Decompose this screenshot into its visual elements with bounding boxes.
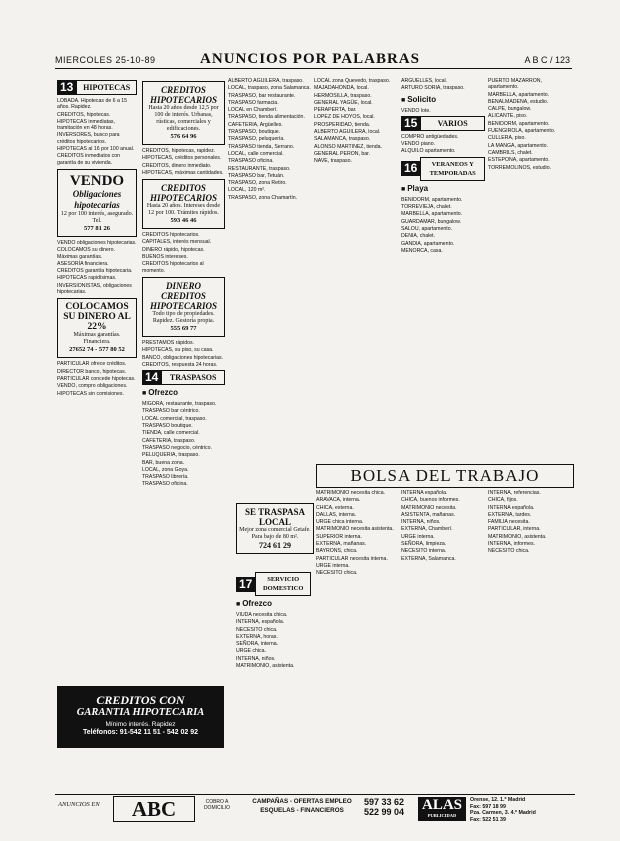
classified-ad: ALBERTO AGUILERA, traspaso. bbox=[228, 78, 304, 84]
classified-ad: VIUDA necesita chica. bbox=[236, 612, 288, 618]
classified-ad: HIPOTECAS, créditos personales. bbox=[142, 155, 222, 162]
footer-phones bbox=[364, 797, 404, 817]
classified-ad: COMPRO antigüedades. bbox=[401, 133, 459, 140]
classified-ad: TRASPASO, bar restaurante. bbox=[228, 92, 296, 99]
classified-ad: TRASPASO bar, Tetuán. bbox=[228, 172, 285, 179]
classified-ad: EXTERNA, Chamberí. bbox=[401, 526, 453, 533]
classified-ad: INTERNA española. bbox=[401, 490, 448, 496]
box-title: CREDITOS HIPOTECARIOS bbox=[149, 85, 218, 105]
classified-ad: INTERNA, niños. bbox=[236, 655, 276, 662]
column-3-lower bbox=[236, 570, 311, 750]
classified-ad: MATRIMONIO, asistenta. bbox=[236, 663, 295, 670]
column-2 bbox=[142, 78, 225, 768]
footer-anuncios-en: ANUNCIOS EN bbox=[58, 801, 100, 808]
box-body: Mejor zona comercial Getafe. Para bajo de 80 m². bbox=[239, 527, 311, 540]
classified-ad: PRESTAMOS rápidos. bbox=[142, 339, 195, 346]
classified-ad: TRASPASO boutique. bbox=[142, 423, 193, 430]
vendo-box bbox=[57, 169, 137, 237]
section-name: SERVICIO DOMESTICO bbox=[255, 572, 311, 596]
footer-esquelas-line: ESQUELAS - FINANCIEROS bbox=[260, 807, 344, 814]
classified-ad: CALPE, bungalow. bbox=[488, 106, 532, 113]
classified-ad: ARAVACA, interna. bbox=[316, 497, 361, 504]
section-name: TRASPASOS bbox=[161, 370, 225, 385]
classified-ad: HIPOTECAS, máximas cantidades. bbox=[142, 169, 224, 176]
classified-ad: SEÑORA, interna. bbox=[236, 641, 279, 648]
section-number: 15 bbox=[401, 116, 420, 131]
classified-ad: BANCO, obligaciones hipotecarias. bbox=[142, 354, 224, 361]
classified-ad: GENERAL YAGÜE, local. bbox=[314, 99, 373, 106]
dinero-box bbox=[142, 277, 225, 337]
classified-ad: TRASPASO, peluquería. bbox=[228, 136, 285, 143]
section-servicio bbox=[236, 572, 311, 596]
creditos-hipotecarios-box-1 bbox=[142, 81, 225, 145]
classified-ad: ESTEPONA, apartamento. bbox=[488, 157, 550, 164]
section-traspasos bbox=[142, 370, 225, 385]
box-body: Todo tipo de propiedades. Rapidez. Gestoría propia. bbox=[152, 310, 215, 324]
section-name: VERANEOS Y TEMPORADAS bbox=[420, 157, 485, 181]
classified-ad: INTERNA, referencias. bbox=[488, 490, 541, 496]
classified-ad: NECESITO chica. bbox=[316, 570, 358, 577]
classified-ad: CAFETERIA, Argüelles. bbox=[228, 121, 283, 128]
classified-ad: PARTICULAR ofrece créditos. bbox=[57, 361, 127, 368]
classified-ad: PARTICULAR necesita interna. bbox=[316, 555, 388, 562]
classified-ad: MENORCA, casa. bbox=[401, 247, 443, 254]
vendo-body: 12 por 100 interés, asegurado. Tel. bbox=[60, 210, 134, 224]
subhead-ofrezco: ■ Ofrezco bbox=[236, 599, 311, 609]
classified-ad: TRASPASO farmacia. bbox=[228, 99, 279, 106]
classified-ad: SEÑORA, limpieza. bbox=[401, 541, 447, 548]
classified-ad: MARBELLA, apartamento. bbox=[488, 91, 550, 98]
classified-ad: CREDITOS, dinero inmediato. bbox=[142, 162, 212, 169]
box-title: SE TRASPASA LOCAL bbox=[245, 507, 305, 527]
bolsa-column-3 bbox=[488, 490, 572, 726]
classified-ad: LOPEZ DE HOYOS, local. bbox=[314, 114, 375, 121]
footer-campanas bbox=[242, 797, 362, 815]
classified-ad: TRASPASO bar céntrico. bbox=[142, 408, 200, 415]
classified-ad: DALLAS, interna. bbox=[316, 511, 357, 518]
classified-ad: VENDO, compro obligaciones. bbox=[57, 383, 128, 390]
classified-ad: CREDITOS hipotecarios al momento. bbox=[142, 261, 204, 274]
classified-ad: PERAPERTA, bar. bbox=[314, 107, 357, 114]
header-rule bbox=[55, 68, 572, 69]
alas-logo bbox=[418, 797, 466, 821]
classified-ad: BUENOS intereses. bbox=[142, 254, 188, 261]
section-varios bbox=[401, 116, 485, 131]
classified-ad: TRASPASO, tienda alimentación. bbox=[228, 114, 305, 121]
section-hipotecas bbox=[57, 80, 137, 95]
classified-ad: CREDITOS, hipotecas, rapidez. bbox=[142, 148, 216, 154]
alas-name: ALAS bbox=[421, 797, 462, 813]
classified-ad: LA MANGA, apartamento. bbox=[488, 142, 548, 149]
bolsa-column-2 bbox=[401, 490, 485, 726]
classified-ad: URGE chica. bbox=[236, 648, 266, 655]
classified-ad: TRASPASO oficina. bbox=[228, 158, 274, 165]
classified-ad: CREDITOS inmediatos con garantía de su vivienda. bbox=[57, 153, 121, 166]
classified-ad: FAMILIA necesita. bbox=[488, 519, 530, 526]
classified-ad: EXTERNA, mañanas. bbox=[316, 541, 367, 548]
classified-ad: HIPOTECAS sin comisiones. bbox=[57, 390, 124, 397]
classified-ad: CAFETERIA, traspaso. bbox=[142, 437, 196, 444]
classified-ad: TIENDA, calle comercial. bbox=[142, 430, 200, 437]
box-body: Hasta 20 años desde 12,5 por 100 de interés. Urbanas, rústicas, comerciales y edificaciones. bbox=[148, 105, 219, 132]
classified-ad: PARTICULAR concede hipotecas. bbox=[57, 375, 136, 382]
classified-ad: LOCAL, zona Goya. bbox=[142, 466, 189, 473]
section-number: 13 bbox=[57, 80, 76, 95]
classified-ad: PARTICULAR, interna. bbox=[488, 526, 541, 533]
box-phone: 724 61 29 bbox=[259, 541, 291, 550]
classified-ad: TRASPASO tienda, Serrano. bbox=[228, 143, 295, 150]
classified-ad: TRASPASO librería. bbox=[142, 474, 189, 481]
issue-date: MIERCOLES 25-10-89 bbox=[55, 55, 156, 65]
classified-ad: INVERSORES, busco para créditos hipotecarios. bbox=[57, 132, 120, 145]
section-name: VARIOS bbox=[420, 116, 485, 131]
classified-ad: TRASPASO, boutique. bbox=[228, 129, 281, 136]
classified-ad: ALQUILO apartamento. bbox=[401, 148, 456, 155]
classified-ad: FUENGIROLA, apartamento. bbox=[488, 128, 556, 135]
classified-ad: INTERNA, niños. bbox=[401, 519, 441, 526]
footer-fax-2: Fax: 522 51 39 bbox=[470, 816, 506, 823]
classified-ad: INTERNA española. bbox=[488, 504, 535, 511]
classified-ad: HERMOSILLA, traspaso. bbox=[314, 92, 372, 99]
classified-ad: SUPERIOR interna. bbox=[316, 533, 362, 540]
bolsa-column-1 bbox=[316, 490, 398, 726]
classified-ad: TORREMOLINOS, estudio. bbox=[488, 164, 552, 171]
classified-ad: TORREVIEJA, chalet. bbox=[401, 204, 452, 211]
colocamos-phone: 27652 74 - 577 80 52 bbox=[69, 346, 125, 354]
classified-ad: CREDITOS hipotecarios. bbox=[142, 232, 200, 239]
classified-ad: CREDITOS, hipotecas. bbox=[57, 111, 111, 118]
classified-ad: MATRIMONIO, asistenta. bbox=[488, 533, 547, 540]
classified-ad: CREDITOS, respuesta 24 horas. bbox=[142, 361, 218, 368]
classified-ad: LOCAL, traspaso, zona Salamanca. bbox=[228, 85, 311, 92]
classified-ad: BAYRONS, chica. bbox=[316, 548, 358, 555]
classified-ad: CHICA, fijos. bbox=[488, 497, 518, 504]
classified-ad: DENIA, chalet. bbox=[401, 233, 436, 240]
classified-ad: GUARDAMAR, bungalow. bbox=[401, 218, 461, 225]
classified-ad: LOCAL en Chamberí. bbox=[228, 107, 278, 114]
classified-ad: CAMBRILS, chalet. bbox=[488, 149, 533, 156]
colocamos-body: Máximas garantías. Financiera. bbox=[73, 332, 121, 346]
classified-ad: LOCAL, 120 m². bbox=[228, 187, 266, 194]
classified-ad: INTERNA, informes. bbox=[488, 541, 535, 548]
classified-ad: EXTERNA, Salamanca. bbox=[401, 555, 456, 562]
column-5 bbox=[401, 78, 485, 468]
classified-ad: INVERSIONISTAS, obligaciones hipotecarias. bbox=[57, 282, 132, 296]
classified-ad: ARTURO SORIA, traspaso. bbox=[401, 85, 465, 92]
column-6 bbox=[488, 78, 572, 468]
classified-ad: VENDO obligaciones hipotecarias. bbox=[57, 239, 137, 246]
classified-ad: HIPOTECAS rapidísimas. bbox=[57, 275, 117, 282]
creditos-garantia-banner bbox=[57, 686, 224, 748]
classified-ad: DINERO rápido, hipotecas. bbox=[142, 246, 205, 253]
classified-ad: ASESORÍA financiera. bbox=[57, 260, 109, 267]
classified-ad: URGE chica interna. bbox=[316, 519, 364, 526]
classified-ad: ALONSO MARTINEZ, tienda. bbox=[314, 143, 382, 150]
section-veraneos bbox=[401, 157, 485, 181]
classified-ad: SALAMANCA, traspaso. bbox=[314, 136, 371, 143]
classified-ad: VENDO piano. bbox=[401, 141, 436, 148]
classified-ad: LOCAL comercial, traspaso. bbox=[142, 415, 207, 422]
banner-line-2: GARANTIA HIPOTECARIA bbox=[76, 707, 205, 718]
classified-ad: EXTERNA, horas. bbox=[236, 633, 278, 640]
classified-ad: NAVE, traspaso. bbox=[314, 158, 352, 165]
classified-ad: COLOCAMOS su dinero. Máximas garantías. bbox=[57, 247, 115, 260]
page-number: A B C / 123 bbox=[524, 55, 570, 65]
classified-ad: CHICA, buenos informes. bbox=[401, 497, 460, 504]
classified-ad: HIPOTECAS al 16 por 100 anual. bbox=[57, 146, 135, 153]
section-number: 17 bbox=[236, 577, 255, 592]
abc-logo: ABC bbox=[113, 796, 195, 822]
classified-ad: MATRIMONIO necesita asistenta. bbox=[316, 526, 394, 533]
classified-ad: CHICA, externa. bbox=[316, 504, 354, 511]
footer-phone-1: 597 33 62 bbox=[364, 797, 405, 807]
classified-ad: HIPOTECAS inmediatas, tramitación en 48 horas. bbox=[57, 118, 115, 132]
box-body: Hasta 20 años. Intereses desde 12 por 100. Trámites rápidos. bbox=[146, 203, 221, 217]
footer-campanas-line: CAMPAÑAS - OFERTAS EMPLEO bbox=[252, 798, 352, 805]
footer-addresses bbox=[470, 797, 575, 823]
classified-ad: HIPOTECAS, su piso, su casa. bbox=[142, 347, 214, 354]
se-traspasa-box bbox=[236, 503, 314, 554]
classified-ad: MARBELLA, apartamento. bbox=[401, 211, 463, 218]
classified-ad: BENIDORM, apartamento. bbox=[488, 120, 550, 127]
classified-ad: ARGUELLES, local. bbox=[401, 78, 448, 84]
banner-phones: Teléfonos: 91-542 11 51 - 542 02 92 bbox=[82, 729, 199, 736]
classified-ad: BENIDORM, apartamento. bbox=[401, 196, 463, 203]
banner-line-3: Mínimo interés. Rapidez bbox=[105, 721, 176, 728]
classified-ad: LOBADA. Hipotecas de 6 a 15 años. Rapidez. bbox=[57, 98, 128, 111]
classified-ad: ASISTENTA, mañanas. bbox=[401, 511, 456, 518]
footer-phone-2: 522 99 04 bbox=[364, 807, 405, 817]
classified-ad: CULLERA, piso. bbox=[488, 135, 526, 142]
classified-ad: PUERTO MAZARRON, apartamento. bbox=[488, 78, 542, 91]
alas-sub: PUBLICIDAD bbox=[427, 813, 457, 818]
classified-ad: RESTAURANTE, traspaso. bbox=[228, 165, 291, 172]
creditos-hipotecarios-box-2 bbox=[142, 179, 225, 229]
classified-ad: BENALMADENA, estudio. bbox=[488, 98, 549, 105]
classified-ad: NECESITO interna. bbox=[401, 548, 447, 555]
classified-ad: PROSPERIDAD, tienda. bbox=[314, 121, 371, 128]
colocamos-title: COLOCAMOS SU DINERO AL 22% bbox=[63, 302, 131, 333]
classified-ad: CAPITALES, interés mensual. bbox=[142, 239, 212, 246]
vendo-phone: 577 81 26 bbox=[84, 224, 110, 232]
classified-ad: EXTERNA, tardes. bbox=[488, 511, 532, 518]
classified-ad: PELUQUERIA, traspaso. bbox=[142, 452, 200, 459]
classified-ad: TRASPASO negocio, céntrico. bbox=[142, 444, 212, 451]
box-title: DINERO CREDITOS HIPOTECARIOS bbox=[149, 280, 218, 311]
footer-address-1: Orense, 12. 1.º Madrid bbox=[470, 797, 526, 803]
colocamos-box bbox=[57, 298, 137, 358]
classified-ad: TRASPASO, zona Chamartín. bbox=[228, 194, 298, 201]
classified-ad: GENERAL PERON, bar. bbox=[314, 150, 371, 157]
classified-ad: VENDO lote. bbox=[401, 107, 431, 114]
classified-ad: GANDIA, apartamento. bbox=[401, 240, 455, 247]
classified-ad: TRASPASO oficina. bbox=[142, 481, 188, 488]
vendo-sub: Obligaciones hipotecarias bbox=[72, 188, 122, 210]
bolsa-del-trabajo-heading: BOLSA DEL TRABAJO bbox=[316, 464, 574, 488]
footer-fax-1: Fax: 597 18 99 bbox=[470, 803, 506, 810]
column-1 bbox=[57, 78, 137, 686]
classified-ad: CREDITOS garantía hipotecaria. bbox=[57, 268, 133, 275]
classified-ad: ALICANTE, piso. bbox=[488, 113, 528, 120]
section-number: 14 bbox=[142, 370, 161, 385]
classified-ad: LOCAL, calle comercial. bbox=[228, 150, 284, 157]
classified-ad: ALBERTO AGUILERA, local. bbox=[314, 129, 381, 136]
footer-address-2: Pza. Carmen, 3. 4.º Madrid bbox=[470, 810, 536, 816]
page-title: ANUNCIOS POR PALABRAS bbox=[200, 51, 420, 67]
box-phone: 593 46 46 bbox=[170, 217, 197, 225]
subhead-ofrezco: ■ Ofrezco bbox=[142, 388, 225, 398]
box-phone: 555 69 77 bbox=[170, 324, 197, 332]
classified-ad: TRASPASO, zona Retiro. bbox=[228, 180, 287, 187]
classified-ad: SALOU, apartamento. bbox=[401, 225, 453, 232]
box-phone: 576 64 96 bbox=[170, 133, 197, 140]
section-name: HIPOTECAS bbox=[76, 80, 137, 95]
classified-ad: DIRECTOR banco, hipotecas. bbox=[57, 368, 127, 375]
box-title: CREDITOS HIPOTECARIOS bbox=[149, 183, 218, 204]
classified-ad: NECESITO chica. bbox=[488, 548, 530, 555]
column-4 bbox=[314, 78, 398, 468]
classified-ad: MATRIMONIO necesita chica. bbox=[316, 490, 386, 496]
vendo-title: VENDO bbox=[69, 172, 125, 189]
subhead-playa: ■ Playa bbox=[401, 184, 485, 194]
classified-ad: MIGORA, restaurante, traspaso. bbox=[142, 401, 217, 408]
classified-ad: MATRIMONIO necesita. bbox=[401, 504, 457, 511]
classified-ad: URGE interna. bbox=[401, 533, 435, 540]
classified-ad: INTERNA, española. bbox=[236, 619, 285, 626]
classified-ad: LOCAL zona Quevedo, traspaso. bbox=[314, 78, 391, 84]
subhead-solicito: ■ Solicito bbox=[401, 95, 485, 105]
classified-ad: URGE interna. bbox=[316, 562, 350, 569]
banner-line-1: CREDITOS CON bbox=[96, 693, 185, 707]
classified-ad: NECESITO chica. bbox=[236, 626, 278, 633]
classified-ad: BAR, buena zona. bbox=[142, 459, 185, 466]
section-number: 16 bbox=[401, 161, 420, 176]
footer-cobro: COBRO A DOMICILIO bbox=[203, 799, 231, 811]
classified-ad: MAJADAHONDA, local. bbox=[314, 85, 369, 92]
